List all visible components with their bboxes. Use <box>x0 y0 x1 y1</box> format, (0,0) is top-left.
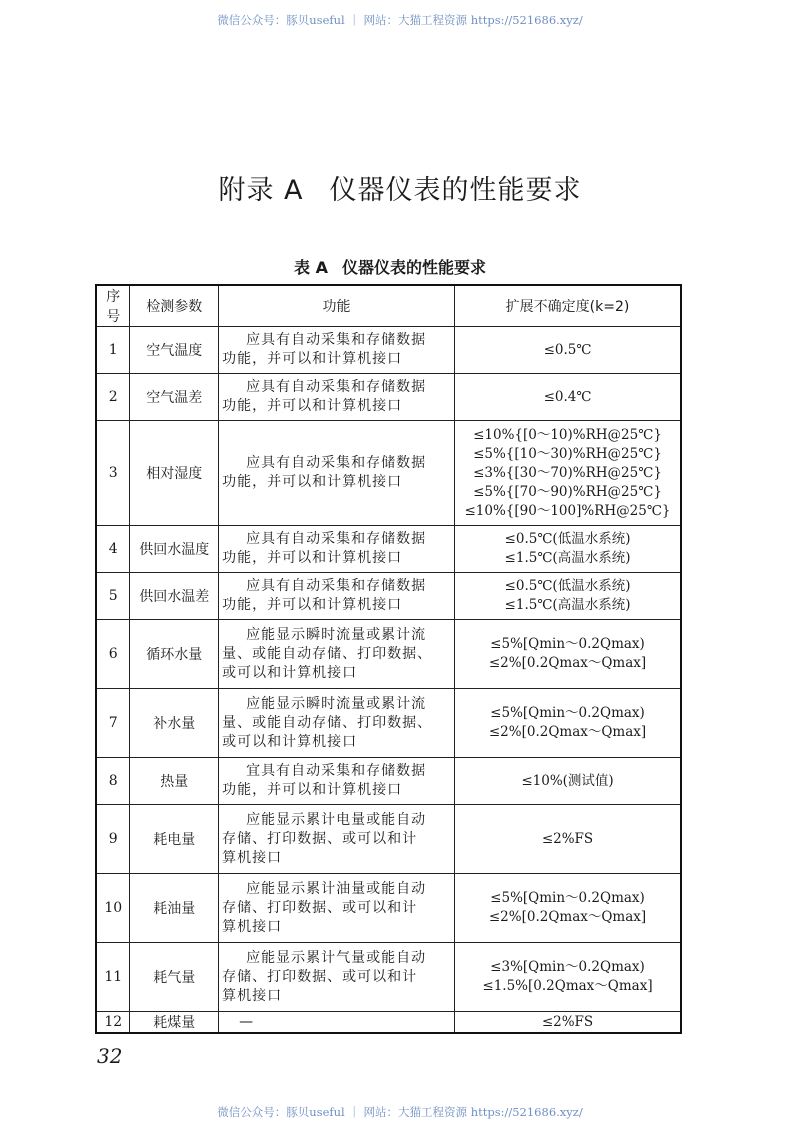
watermark-bottom: 微信公众号：豚贝useful ｜ 网站：大猫工程资源 https://521686.xyz/ <box>217 1105 583 1119</box>
cell-function <box>219 573 455 620</box>
function-line: 应能显示累计油量或能自动 <box>246 880 427 897</box>
cell-function <box>219 327 455 374</box>
function-line: 应具有自动采集和存储数据 <box>246 332 427 348</box>
table-row <box>96 758 681 805</box>
function-line: 应能显示瞬时流量或累计流 <box>246 695 427 712</box>
function-line: 功能，并可以和计算机接口 <box>222 474 403 490</box>
function-line: 算机接口 <box>222 987 283 1004</box>
table-caption <box>0 255 780 278</box>
uncertainty-line: ≤5%{[70～90)%RH@25℃} <box>473 483 662 500</box>
uncertainty-line: ≤1.5℃(高温水系统) <box>504 597 631 613</box>
cell-no: 8 <box>96 758 130 805</box>
uncertainty-line: ≤0.5℃ <box>543 341 592 358</box>
uncertainty-line: ≤10%{[90～100]%RH@25℃} <box>464 502 671 519</box>
header-uncertainty: 扩展不确定度(k=2) <box>455 285 681 327</box>
cell-param: 供回水温度 <box>130 526 219 573</box>
cell-param: 供回水温差 <box>130 573 219 620</box>
cell-function <box>219 758 455 805</box>
uncertainty-line: ≤3%{[30～70)%RH@25℃} <box>473 464 662 481</box>
table-row <box>96 421 681 526</box>
page-number: 32 <box>97 1044 123 1068</box>
header-param: 检测参数 <box>130 285 219 327</box>
function-line: 应具有自动采集和存储数据 <box>246 578 427 594</box>
cell-param: 热量 <box>130 758 219 805</box>
cell-param: 空气温度 <box>130 327 219 374</box>
cell-function <box>219 526 455 573</box>
function-line: 应具有自动采集和存储数据 <box>246 455 427 471</box>
cell-function <box>219 421 455 526</box>
cell-uncertainty <box>455 374 681 421</box>
uncertainty-line: ≤5%{[10～30)%RH@25℃} <box>473 445 662 462</box>
uncertainty-line: ≤10%{[0～10)%RH@25℃} <box>473 426 662 443</box>
table-row <box>96 374 681 421</box>
table-caption-label: 表 A <box>294 258 328 277</box>
cell-function <box>219 874 455 943</box>
table-body <box>96 327 681 1034</box>
cell-param: 循环水量 <box>130 620 219 689</box>
table-row <box>96 689 681 758</box>
function-line: 存储、打印数据、或可以和计 <box>222 830 418 847</box>
uncertainty-line: ≤5%[Qmin～0.2Qmax) <box>490 890 645 906</box>
cell-no: 7 <box>96 689 130 758</box>
cell-param: 耗油量 <box>130 874 219 943</box>
cell-no: 1 <box>96 327 130 374</box>
cell-uncertainty <box>455 620 681 689</box>
function-line: 算机接口 <box>222 918 283 935</box>
uncertainty-line: ≤1.5℃(高温水系统) <box>504 550 631 566</box>
cell-function <box>219 620 455 689</box>
uncertainty-line: ≤2%[0.2Qmax～Qmax] <box>488 724 647 740</box>
cell-function <box>219 805 455 874</box>
table-row <box>96 573 681 620</box>
cell-uncertainty <box>455 874 681 943</box>
function-line: 量、或能自动存储、打印数据、 <box>222 645 433 662</box>
uncertainty-line: ≤3%[Qmin～0.2Qmax) <box>490 959 645 975</box>
table-row <box>96 526 681 573</box>
function-line: 功能，并可以和计算机接口 <box>222 351 403 367</box>
cell-uncertainty <box>455 421 681 526</box>
cell-uncertainty <box>455 526 681 573</box>
cell-no: 11 <box>96 943 130 1012</box>
watermark-top: 微信公众号：豚贝useful ｜ 网站：大猫工程资源 https://521686.xyz/ <box>217 13 583 27</box>
cell-function <box>219 689 455 758</box>
cell-param: 耗气量 <box>130 943 219 1012</box>
table-header-row <box>96 285 681 327</box>
cell-function <box>219 943 455 1012</box>
appendix-label: 附录 A <box>218 175 304 206</box>
cell-param: 耗煤量 <box>130 1012 219 1034</box>
cell-uncertainty <box>455 689 681 758</box>
cell-no: 4 <box>96 526 130 573</box>
function-line: 存储、打印数据、或可以和计 <box>222 968 418 985</box>
function-line: 应具有自动采集和存储数据 <box>246 379 427 395</box>
table-caption-title: 仪器仪表的性能要求 <box>341 258 486 277</box>
cell-uncertainty <box>455 758 681 805</box>
function-line: 功能，并可以和计算机接口 <box>222 597 403 613</box>
uncertainty-line: ≤0.4℃ <box>543 388 592 405</box>
table-row <box>96 805 681 874</box>
table-row <box>96 943 681 1012</box>
appendix-title <box>0 168 800 207</box>
cell-uncertainty <box>455 327 681 374</box>
function-line: 应能显示瞬时流量或累计流 <box>246 626 427 643</box>
function-line: 算机接口 <box>222 849 283 866</box>
function-line: 功能，并可以和计算机接口 <box>222 398 403 414</box>
uncertainty-line: ≤2%FS <box>541 830 594 847</box>
uncertainty-line: ≤2%[0.2Qmax～Qmax] <box>488 655 647 671</box>
performance-requirements-table <box>95 284 682 1034</box>
cell-uncertainty <box>455 943 681 1012</box>
function-line: 存储、打印数据、或可以和计 <box>222 899 418 916</box>
cell-no: 2 <box>96 374 130 421</box>
uncertainty-line: ≤10%(测试值) <box>521 772 614 789</box>
cell-function <box>219 1012 455 1034</box>
cell-param: 耗电量 <box>130 805 219 874</box>
function-line: 宜具有自动采集和存储数据 <box>246 763 427 779</box>
function-line: 或可以和计算机接口 <box>222 733 358 750</box>
header-no: 序号 <box>96 285 130 327</box>
cell-no: 9 <box>96 805 130 874</box>
table-row <box>96 1012 681 1034</box>
cell-param: 空气温差 <box>130 374 219 421</box>
cell-no: 12 <box>96 1012 130 1034</box>
uncertainty-line: ≤0.5℃(低温水系统) <box>504 531 631 547</box>
function-line: 量、或能自动存储、打印数据、 <box>222 714 433 731</box>
header-function: 功能 <box>219 285 455 327</box>
function-line: 应能显示累计气量或能自动 <box>246 949 427 966</box>
table-row <box>96 327 681 374</box>
function-line: 或可以和计算机接口 <box>222 664 358 681</box>
function-line: — <box>239 1013 255 1030</box>
cell-uncertainty <box>455 1012 681 1034</box>
function-line: 功能，并可以和计算机接口 <box>222 782 403 798</box>
cell-param: 相对湿度 <box>130 421 219 526</box>
uncertainty-line: ≤5%[Qmin～0.2Qmax) <box>490 705 645 721</box>
uncertainty-line: ≤0.5℃(低温水系统) <box>504 578 631 594</box>
function-line: 功能，并可以和计算机接口 <box>222 550 403 566</box>
function-line: 应具有自动采集和存储数据 <box>246 531 427 547</box>
table-row <box>96 620 681 689</box>
cell-function <box>219 374 455 421</box>
uncertainty-line: ≤2%[0.2Qmax～Qmax] <box>488 909 647 925</box>
function-line: 应能显示累计电量或能自动 <box>246 811 427 828</box>
cell-no: 3 <box>96 421 130 526</box>
cell-no: 10 <box>96 874 130 943</box>
uncertainty-line: ≤5%[Qmin～0.2Qmax) <box>490 636 645 652</box>
cell-uncertainty <box>455 573 681 620</box>
cell-no: 6 <box>96 620 130 689</box>
appendix-heading: 仪器仪表的性能要求 <box>329 175 582 206</box>
table-row <box>96 874 681 943</box>
cell-no: 5 <box>96 573 130 620</box>
cell-param: 补水量 <box>130 689 219 758</box>
cell-uncertainty <box>455 805 681 874</box>
uncertainty-line: ≤1.5%[0.2Qmax～Qmax] <box>482 978 653 994</box>
uncertainty-line: ≤2%FS <box>541 1013 594 1030</box>
